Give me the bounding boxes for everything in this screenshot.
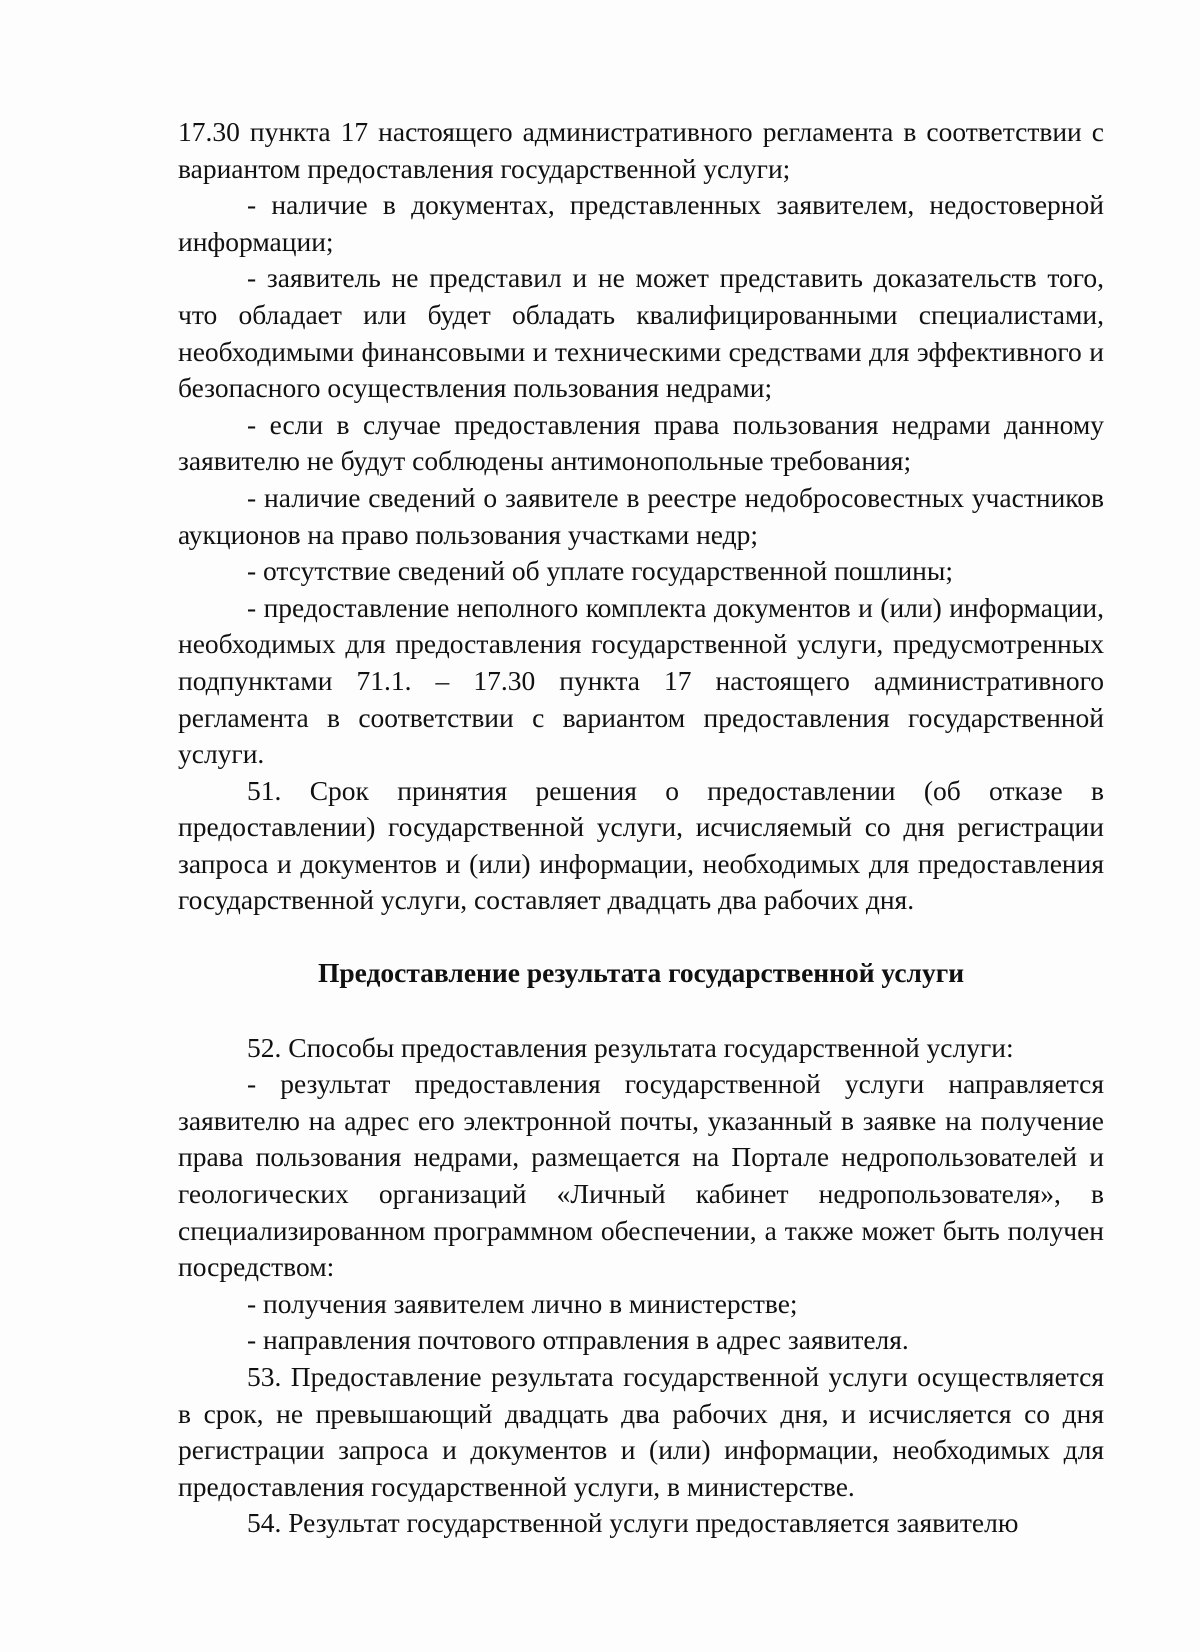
paragraph: - получения заявителем лично в министерстве; — [247, 1287, 798, 1319]
paragraph: - направления почтового отправления в адрес заявителя. — [247, 1324, 909, 1356]
document-body — [178, 114, 1104, 1542]
paragraph: 54. Результат государственной услуги предоставляется заявителю — [247, 1507, 1019, 1539]
paragraph: - предоставление неполного комплекта документов и (или) информации, необходимых для предоставления государственной услуги, предусмотренных подпунктами 71.1. – 17.30 пункта 17 настоящего административного регламента в соответствии с вариантом предоставления государственной услуги. — [178, 591, 1104, 770]
paragraph: - заявитель не представил и не может представить доказательств того, что обладает или будет обладать квалифицированными специалистами, необходимыми финансовыми и техническими средствами для эффективного и безопасного осуществления пользования недрами; — [178, 262, 1104, 404]
paragraph: - наличие в документах, представленных заявителем, недостоверной информации; — [178, 189, 1104, 257]
paragraph: 52. Способы предоставления результата государственной услуги: — [247, 1031, 1014, 1063]
paragraph: - результат предоставления государственной услуги направляется заявителю на адрес его электронной почты, указанный в заявке на получение права пользования недрами, размещается на Портале недропользователей и геологических организаций «Личный кабинет недропользователя», в специализированном программном обеспечении, а также может быть получен посредством: — [178, 1068, 1104, 1283]
paragraph: 53. Предоставление результата государственной услуги осуществляется в срок, не превышающий двадцать два рабочих дня, и исчисляется со дня регистрации запроса и документов и (или) информации, необходимых для предоставления государственной услуги, в министерстве. — [178, 1361, 1104, 1502]
paragraph: 17.30 пункта 17 настоящего административного регламента в соответствии с вариантом предоставления государственной услуги; — [178, 116, 1104, 184]
paragraph: 51. Срок принятия решения о предоставлении (об отказе в предоставлении) государственной услуги, исчисляемый со дня регистрации запроса и документов и (или) информации, необходимых для предоставления государственной услуги, составляет двадцать два рабочих дня. — [178, 774, 1104, 916]
section-heading: Предоставление результата государственной услуги — [317, 957, 965, 989]
paragraph: - если в случае предоставления права пользования недрами данному заявителю не будут соблюдены антимонопольные требования; — [178, 408, 1104, 477]
paragraph: - отсутствие сведений об уплате государственной пошлины; — [247, 555, 954, 587]
paragraph: - наличие сведений о заявителе в реестре недобросовестных участников аукционов на право пользования участками недр; — [178, 481, 1104, 550]
